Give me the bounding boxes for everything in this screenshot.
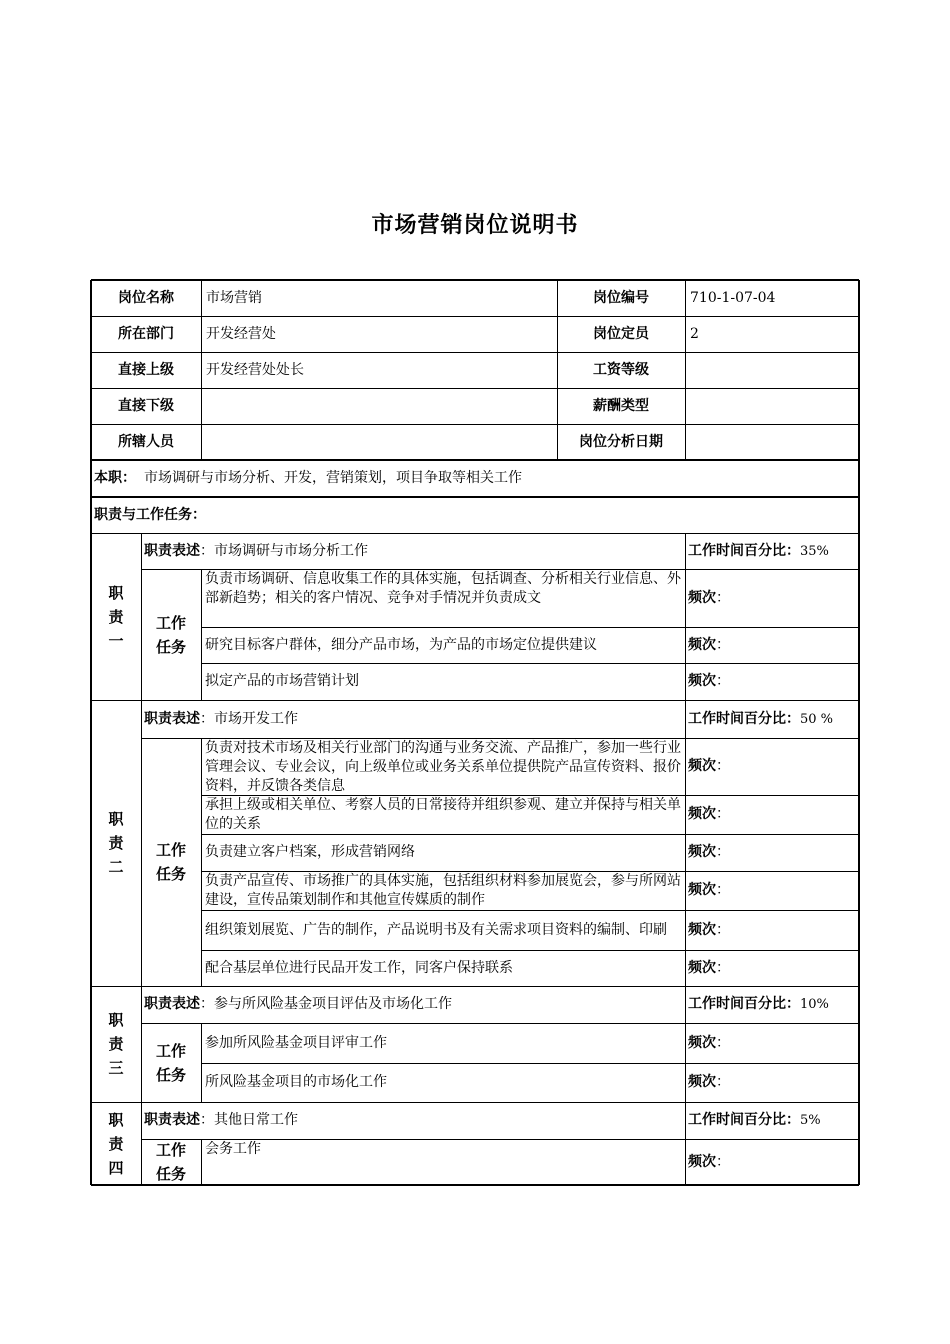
frequency-label: 频次 [688, 1153, 716, 1170]
grid-line [201, 569, 202, 700]
frequency-colon: ： [716, 758, 730, 774]
frequency-label: 频次 [688, 844, 716, 860]
header-value-superior: 开发经营处处长 [206, 361, 304, 378]
duty-description [141, 700, 685, 738]
duty-description [141, 986, 685, 1023]
grid-line [557, 280, 558, 460]
task-item: 负责市场调研、信息收集工作的具体实施，包括调查、分析相关行业信息、外部新趋势；相关的客户情况、竞争对手情况并负责成文 [205, 571, 681, 606]
grid-line [141, 1023, 859, 1024]
task-item: 组织策划展览、广告的制作，产品说明书及有关需求项目资料的编制、印刷 [205, 921, 667, 938]
grid-line [685, 533, 686, 700]
task-item: 会务工作 [205, 1141, 261, 1157]
frequency-cell [685, 1063, 859, 1102]
time-percent [685, 986, 859, 1023]
grid-line [201, 1063, 859, 1064]
time-percent-label: 工作时间百分比： [688, 1112, 800, 1128]
duty-description-label: 职责表述 [144, 1112, 200, 1128]
header-value-dept: 开发经营处 [206, 325, 276, 342]
grid-line [91, 388, 859, 389]
grid-line [201, 871, 859, 872]
frequency-cell [685, 910, 859, 950]
frequency-label: 频次 [688, 1074, 716, 1090]
frequency-colon: ： [716, 1034, 730, 1051]
header-value-wage [685, 352, 859, 388]
time-percent-label: 工作时间百分比： [688, 542, 800, 559]
task-item: 负责对技术市场及相关行业部门的沟通与业务交流、产品推广，参加一些行业管理会议、专业会议，向上级单位或业务关系单位提供院产品宣传资料、报价资料，并反馈各类信息 [205, 740, 681, 794]
header-value-subordinate [201, 388, 557, 424]
grid-line [201, 834, 859, 835]
frequency-label: 频次 [688, 589, 716, 606]
frequency-label: 频次 [688, 673, 716, 689]
time-percent-label: 工作时间百分比： [688, 710, 800, 727]
grid-line [685, 700, 686, 986]
time-percent [685, 1102, 859, 1139]
duty-name-3: 职 责 三 [108, 1011, 124, 1077]
frequency-colon: ： [716, 1074, 730, 1090]
grid-line [91, 279, 859, 281]
main-duty-row [91, 460, 859, 497]
frequency-cell [685, 1023, 859, 1063]
header-value-staff [201, 424, 557, 460]
grid-line [685, 1102, 686, 1185]
frequency-label: 频次 [688, 758, 716, 774]
grid-line [91, 700, 859, 701]
grid-line [141, 700, 142, 986]
grid-line [91, 352, 859, 353]
grid-line [141, 533, 142, 700]
frequency-label: 频次 [688, 921, 716, 938]
time-percent-label: 工作时间百分比： [688, 996, 800, 1012]
header-label-subordinate_label: 直接下级 [118, 397, 174, 414]
header-label-analysis_date_label: 岗位分析日期 [579, 433, 663, 450]
grid-line [201, 795, 859, 796]
frequency-cell [685, 871, 859, 910]
duties-header: 职责与工作任务： [94, 506, 206, 523]
task-item: 拟定产品的市场营销计划 [205, 673, 359, 689]
grid-line [141, 569, 859, 570]
grid-line [91, 1184, 859, 1186]
time-percent-value: 50 % [800, 711, 834, 727]
grid-line [201, 950, 859, 951]
main-duty-text: 市场调研与市场分析、开发，营销策划，项目争取等相关工作 [144, 470, 522, 486]
header-label-pay_type_label: 薪酬类型 [593, 397, 649, 414]
frequency-colon: ： [716, 1153, 730, 1170]
grid-line [685, 280, 686, 460]
grid-line [201, 663, 859, 664]
frequency-label: 频次 [688, 1034, 716, 1051]
header-label-dept_label: 所在部门 [118, 325, 174, 342]
duty-name-1: 职 责 一 [108, 583, 124, 650]
header-label-post_no_label: 岗位编号 [593, 289, 649, 306]
duty-description [141, 533, 685, 569]
frequency-colon: ： [716, 806, 730, 822]
frequency-colon: ： [716, 844, 730, 860]
grid-line [91, 424, 859, 425]
grid-line [90, 280, 92, 1185]
header-value-quota: 2 [690, 325, 699, 342]
grid-line [685, 986, 686, 1102]
duty-description-text: ：市场调研与市场分析工作 [200, 542, 368, 559]
frequency-colon: ： [716, 636, 730, 653]
task-item: 配合基层单位进行民品开发工作，同客户保持联系 [205, 959, 513, 976]
header-label-post_name_label: 岗位名称 [118, 289, 174, 306]
header-value-post_name: 市场营销 [206, 289, 262, 306]
header-label-quota_label: 岗位定员 [593, 325, 649, 342]
work-task-label: 工作 任务 [155, 1141, 186, 1183]
grid-line [141, 1102, 142, 1185]
frequency-label: 频次 [688, 636, 716, 653]
grid-line [858, 280, 860, 1185]
task-item: 研究目标客户群体，细分产品市场，为产品的市场定位提供建议 [205, 636, 597, 653]
frequency-colon: ： [716, 959, 730, 976]
grid-line [201, 738, 202, 986]
grid-line [91, 496, 859, 498]
frequency-label: 频次 [688, 959, 716, 976]
grid-line [141, 1139, 859, 1140]
frequency-label: 频次 [688, 882, 716, 898]
frequency-cell [685, 627, 859, 663]
work-task-label: 工作 任务 [155, 841, 186, 883]
grid-line [201, 1023, 202, 1102]
duty-description-label: 职责表述 [144, 542, 200, 559]
frequency-cell [685, 569, 859, 627]
time-percent [685, 533, 859, 569]
grid-line [201, 1139, 202, 1185]
work-task-label: 工作 任务 [155, 1041, 186, 1084]
page-title: 市场营销岗位说明书 [371, 213, 579, 238]
frequency-colon: ： [716, 882, 730, 898]
frequency-cell [685, 950, 859, 986]
frequency-cell [685, 795, 859, 834]
task-item: 负责产品宣传、市场推广的具体实施，包括组织材料参加展览会，参与所网站建设，宣传品策划制作和其他宣传媒质的制作 [205, 872, 681, 908]
header-label-staff_label: 所辖人员 [118, 433, 174, 450]
grid-line [91, 316, 859, 317]
frequency-colon: ： [716, 673, 730, 689]
main-duty-label: 本职： [94, 470, 136, 486]
frequency-cell [685, 1139, 859, 1185]
frequency-colon: ： [716, 921, 730, 938]
duty-description-text: ：其他日常工作 [200, 1112, 298, 1128]
time-percent-value: 5% [800, 1113, 821, 1128]
grid-line [141, 986, 142, 1102]
grid-line [91, 533, 859, 534]
grid-line [141, 738, 859, 739]
time-percent [685, 700, 859, 738]
header-label-wage_label: 工资等级 [593, 361, 649, 378]
header-value-analysis_date [685, 424, 859, 460]
duty-description-label: 职责表述 [144, 710, 200, 727]
header-value-pay_type [685, 388, 859, 424]
task-item: 负责建立客户档案，形成营销网络 [205, 844, 415, 860]
task-item: 所风险基金项目的市场化工作 [205, 1074, 387, 1090]
time-percent-value: 35% [800, 543, 829, 559]
duty-name-4: 职 责 四 [108, 1110, 124, 1177]
grid-line [91, 1102, 859, 1103]
duty-description-label: 职责表述 [144, 996, 200, 1012]
duty-description-text: ：市场开发工作 [200, 710, 298, 727]
frequency-cell [685, 738, 859, 795]
grid-line [201, 280, 202, 460]
time-percent-value: 10% [800, 997, 829, 1012]
grid-line [91, 459, 859, 461]
grid-line [201, 910, 859, 911]
header-value-post_no: 710-1-07-04 [690, 289, 776, 306]
frequency-cell [685, 663, 859, 700]
duty-name-2: 职 责 二 [108, 810, 124, 876]
work-task-label: 工作 任务 [155, 613, 186, 656]
task-item: 参加所风险基金项目评审工作 [205, 1034, 387, 1051]
frequency-colon: ： [716, 589, 730, 606]
header-label-superior_label: 直接上级 [118, 361, 174, 378]
grid-line [201, 627, 859, 628]
duty-description-text: ：参与所风险基金项目评估及市场化工作 [200, 996, 452, 1012]
frequency-cell [685, 834, 859, 871]
task-item: 承担上级或相关单位、考察人员的日常接待并组织参观、建立并保持与相关单位的关系 [205, 796, 681, 832]
grid-line [91, 986, 859, 987]
duty-description [141, 1102, 685, 1139]
frequency-label: 频次 [688, 806, 716, 822]
